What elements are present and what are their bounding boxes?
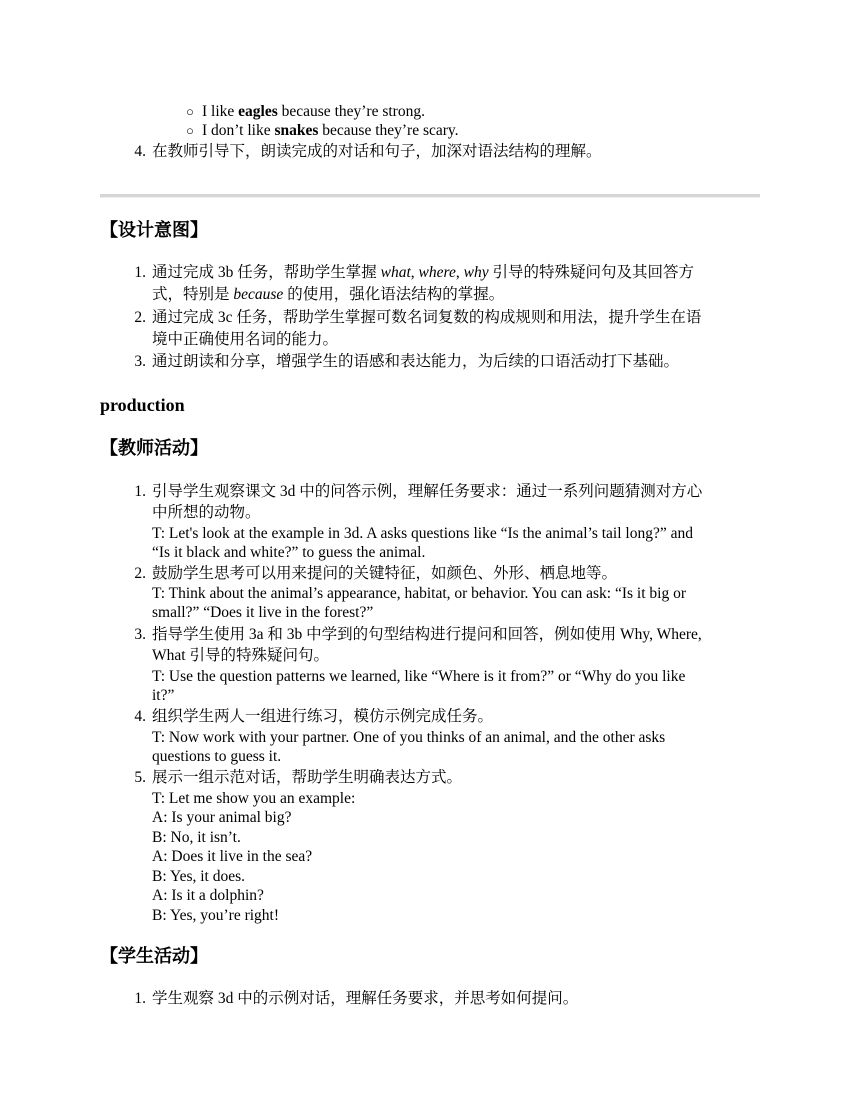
list-item-text: T: Now work with your partner. One of you thinks of an animal, and the other asks — [152, 729, 666, 746]
list-item-text: 鼓励学生思考可以用来提问的关键特征，如颜色、外形、栖息地等。 — [152, 565, 618, 582]
list-item-text: 指导学生使用 3a 和 3b 中学到的句型结构进行提问和回答，例如使用 Why, Where, — [152, 626, 702, 643]
list-item-text: “Is it black and white?” to guess the animal. — [152, 544, 426, 561]
heading-teacher-activity: 【教师活动】 — [100, 438, 208, 459]
list-item-text: 通过完成 3b 任务，帮助学生掌握 what, where, why 引导的特殊疑问句及其回答方 — [152, 264, 694, 281]
list-item-text: 通过完成 3c 任务，帮助学生掌握可数名词复数的构成规则和用法，提升学生在语 — [152, 309, 702, 326]
list-item-text: T: Let's look at the example in 3d. A asks questions like “Is the animal’s tail long?” and — [152, 525, 693, 542]
list-subitem: I like eagles because they’re strong. — [202, 103, 425, 120]
list-number: 5. — [134, 769, 146, 786]
list-number: 1. — [134, 990, 146, 1007]
list-number: 1. — [134, 264, 146, 281]
list-item-text: A: Is your animal big? — [152, 809, 292, 826]
list-number: 2. — [134, 565, 146, 582]
list-item-text: 学生观察 3d 中的示例对话，理解任务要求，并思考如何提问。 — [152, 990, 579, 1007]
list-item-text: A: Is it a dolphin? — [152, 887, 264, 904]
list-item-text: A: Does it live in the sea? — [152, 848, 313, 865]
list-item-text: 展示一组示范对话，帮助学生明确表达方式。 — [152, 769, 463, 786]
list-item-text: 中所想的动物。 — [152, 504, 261, 521]
list-item-text: it?” — [152, 687, 175, 704]
list-item-text: What 引导的特殊疑问句。 — [152, 647, 329, 664]
list-item-text: 在教师引导下，朗读完成的对话和句子，加深对语法结构的理解。 — [152, 143, 602, 160]
heading-student-activity: 【学生活动】 — [100, 946, 208, 967]
list-item-text: B: Yes, you’re right! — [152, 907, 280, 924]
list-item-text: B: Yes, it does. — [152, 868, 246, 885]
list-item-text: T: Let me show you an example: — [152, 790, 356, 807]
horizontal-divider — [100, 194, 760, 198]
list-item-text: small?” “Does it live in the forest?” — [152, 604, 374, 621]
list-item-text: 引导学生观察课文 3d 中的问答示例，理解任务要求：通过一系列问题猜测对方心 — [152, 483, 703, 500]
list-number: 4. — [134, 143, 146, 160]
list-item-text: B: No, it isn’t. — [152, 829, 241, 846]
list-item-text: questions to guess it. — [152, 748, 282, 765]
list-item-text: T: Think about the animal’s appearance, habitat, or behavior. You can ask: “Is it big or — [152, 585, 686, 602]
list-item-text: 境中正确使用名词的能力。 — [152, 331, 339, 348]
list-item-text: 组织学生两人一组进行练习，模仿示例完成任务。 — [152, 708, 494, 725]
list-number: 2. — [134, 309, 146, 326]
list-item-text: 式，特别是 because 的使用，强化语法结构的掌握。 — [152, 286, 505, 303]
list-number: 3. — [134, 353, 146, 370]
list-number: 4. — [134, 708, 146, 725]
hollow-bullet-icon: ○ — [186, 123, 194, 138]
heading-design-intent: 【设计意图】 — [100, 220, 208, 241]
list-subitem: I don’t like snakes because they’re scary. — [202, 122, 459, 139]
list-number: 1. — [134, 483, 146, 500]
list-item-text: 通过朗读和分享，增强学生的语感和表达能力，为后续的口语活动打下基础。 — [152, 353, 680, 370]
list-number: 3. — [134, 626, 146, 643]
list-item-text: T: Use the question patterns we learned, like “Where is it from?” or “Why do you like — [152, 668, 686, 685]
section-label-production: production — [100, 395, 185, 415]
hollow-bullet-icon: ○ — [186, 104, 194, 119]
